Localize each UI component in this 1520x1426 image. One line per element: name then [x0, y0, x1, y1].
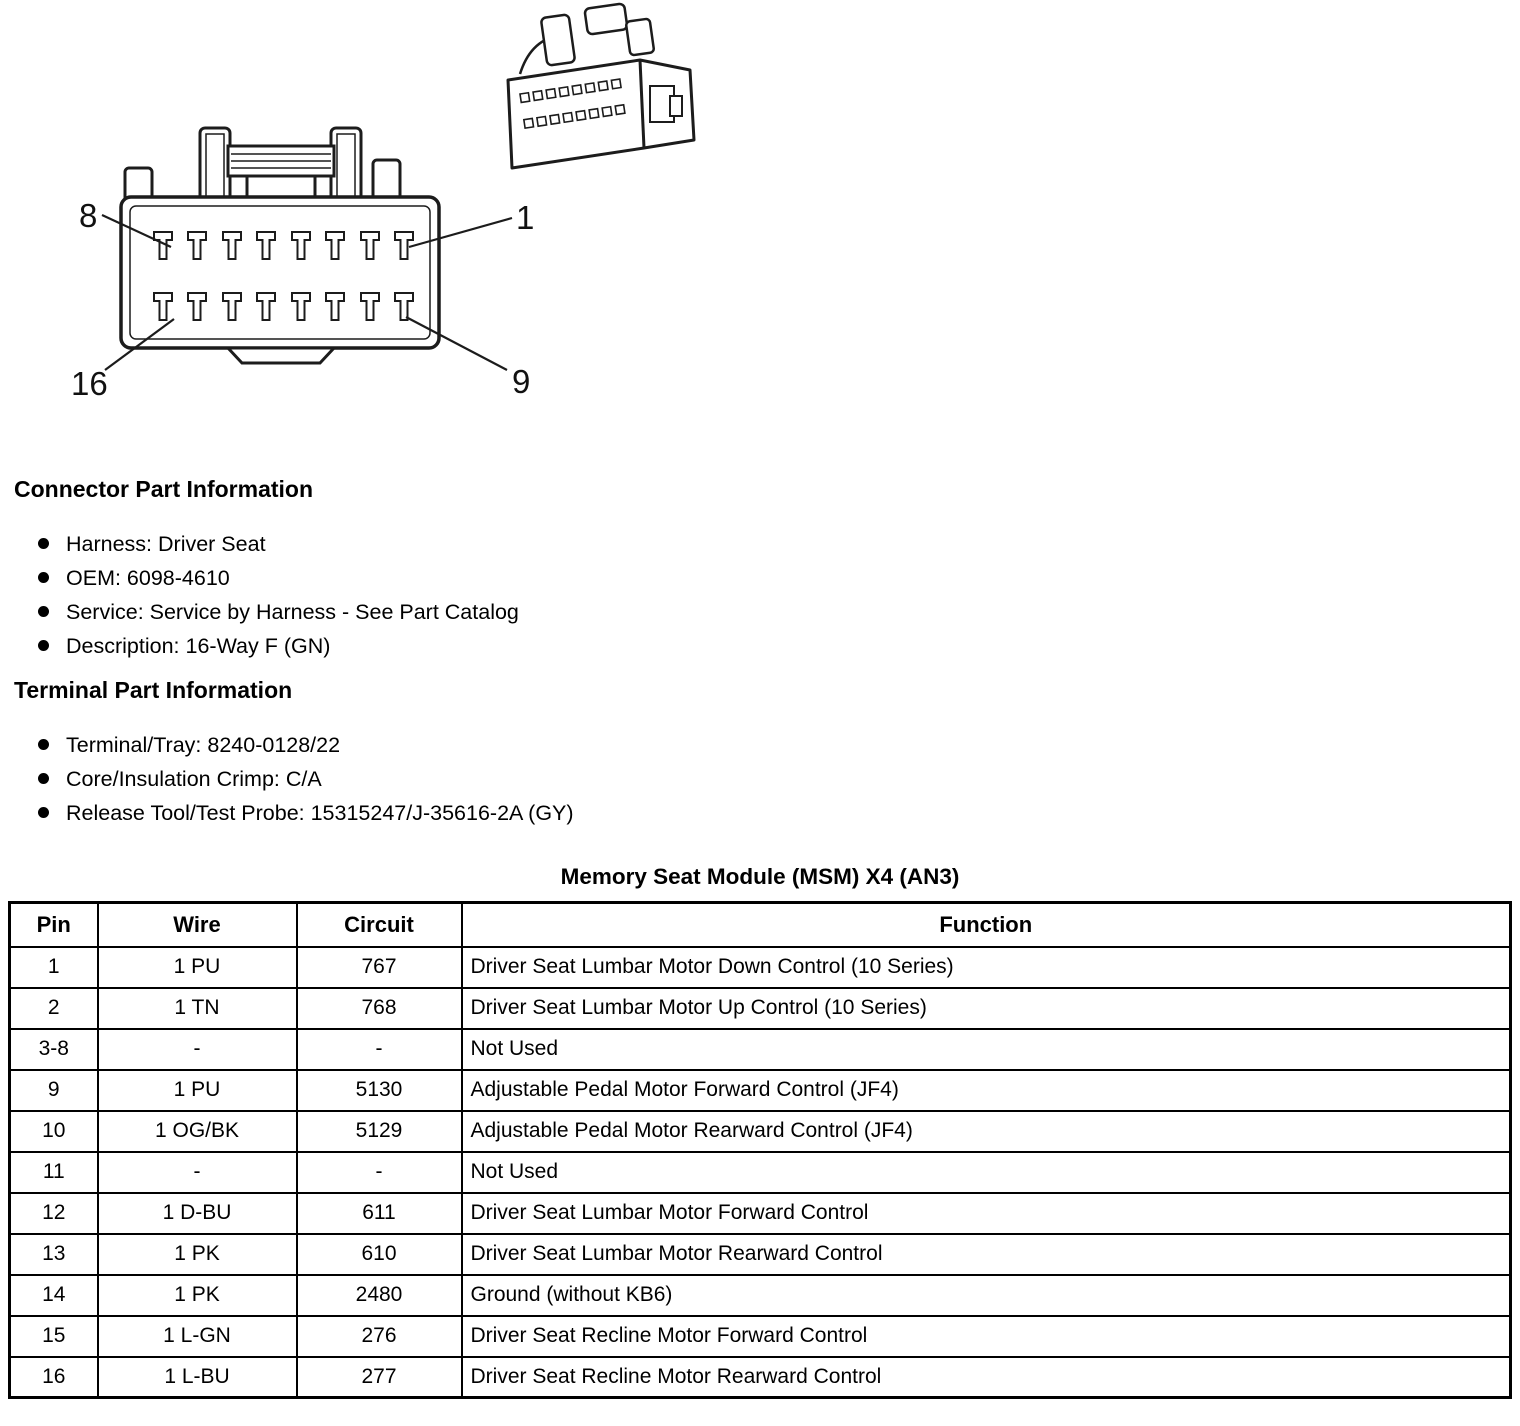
function-cell: Driver Seat Lumbar Motor Up Control (10 Series) — [462, 988, 1511, 1029]
table-row — [10, 1234, 1511, 1275]
circuit-cell: 5130 — [297, 1070, 462, 1111]
function-cell: Driver Seat Lumbar Motor Rearward Control — [462, 1234, 1511, 1275]
pin-label-16: 16 — [71, 365, 108, 402]
connector-3d-view — [508, 3, 694, 168]
circuit-cell: 5129 — [297, 1111, 462, 1152]
circuit-cell: 277 — [297, 1357, 462, 1398]
table-row — [10, 988, 1511, 1029]
connector-part-info-heading: Connector Part Information — [14, 476, 314, 502]
pin-cell: 3-8 — [10, 1029, 98, 1070]
table-row — [10, 1070, 1511, 1111]
wire-cell: 1 D-BU — [98, 1193, 297, 1234]
function-cell: Driver Seat Recline Motor Forward Control — [462, 1316, 1511, 1357]
function-cell: Not Used — [462, 1152, 1511, 1193]
function-cell: Adjustable Pedal Motor Rearward Control (JF4) — [462, 1111, 1511, 1152]
circuit-cell: - — [297, 1029, 462, 1070]
table-row — [10, 1111, 1511, 1152]
pin-cell: 15 — [10, 1316, 98, 1357]
circuit-cell: 2480 — [297, 1275, 462, 1316]
header-function: Function — [462, 903, 1511, 947]
pinout-table-title: Memory Seat Module (MSM) X4 (AN3) — [560, 864, 960, 889]
table-row — [10, 1357, 1511, 1398]
wire-cell: 1 L-BU — [98, 1357, 297, 1398]
pin-label-8: 8 — [79, 197, 98, 234]
pin-cell: 10 — [10, 1111, 98, 1152]
pin-cell: 9 — [10, 1070, 98, 1111]
pin-cell: 12 — [10, 1193, 98, 1234]
pin-cell: 16 — [10, 1357, 98, 1398]
pin-cell: 13 — [10, 1234, 98, 1275]
header-pin: Pin — [10, 903, 98, 947]
table-header-row — [10, 903, 1511, 947]
function-cell: Adjustable Pedal Motor Forward Control (JF4) — [462, 1070, 1511, 1111]
wire-cell: 1 PK — [98, 1234, 297, 1275]
info-list-item: Service: Service by Harness - See Part Catalog — [38, 595, 1520, 629]
circuit-cell: 767 — [297, 947, 462, 988]
wire-cell: 1 PU — [98, 947, 297, 988]
wire-cell: 1 PK — [98, 1275, 297, 1316]
table-row — [10, 947, 1511, 988]
function-cell: Ground (without KB6) — [462, 1275, 1511, 1316]
info-list-item: Harness: Driver Seat — [38, 527, 1520, 561]
function-cell: Not Used — [462, 1029, 1511, 1070]
info-list-item: OEM: 6098-4610 — [38, 561, 1520, 595]
pin-label-1: 1 — [516, 199, 535, 236]
connector-bottom-tab — [228, 348, 334, 363]
wire-cell: 1 OG/BK — [98, 1111, 297, 1152]
connector-info-list — [38, 527, 1520, 663]
wire-cell: 1 TN — [98, 988, 297, 1029]
circuit-cell: 276 — [297, 1316, 462, 1357]
circuit-cell: 611 — [297, 1193, 462, 1234]
terminal-part-info-heading: Terminal Part Information — [14, 677, 293, 703]
terminal-info-list — [38, 728, 1520, 830]
info-list-item: Description: 16-Way F (GN) — [38, 629, 1520, 663]
header-wire: Wire — [98, 903, 297, 947]
info-list-item: Terminal/Tray: 8240-0128/22 — [38, 728, 1520, 762]
function-cell: Driver Seat Lumbar Motor Forward Control — [462, 1193, 1511, 1234]
table-row — [10, 1316, 1511, 1357]
function-cell: Driver Seat Recline Motor Rearward Control — [462, 1357, 1511, 1398]
wire-cell: - — [98, 1152, 297, 1193]
pin-cell: 11 — [10, 1152, 98, 1193]
wire-cell: - — [98, 1029, 297, 1070]
pin-cell: 14 — [10, 1275, 98, 1316]
table-row — [10, 1029, 1511, 1070]
circuit-cell: 610 — [297, 1234, 462, 1275]
pinout-table-body — [10, 947, 1511, 1398]
connector-diagram — [0, 0, 760, 418]
pin-cell: 2 — [10, 988, 98, 1029]
header-circuit: Circuit — [297, 903, 462, 947]
table-row — [10, 1152, 1511, 1193]
connector-front-view — [71, 128, 534, 402]
table-row — [10, 1275, 1511, 1316]
table-row — [10, 1193, 1511, 1234]
function-cell: Driver Seat Lumbar Motor Down Control (10 Series) — [462, 947, 1511, 988]
pinout-table — [8, 901, 1512, 1399]
wire-cell: 1 L-GN — [98, 1316, 297, 1357]
info-list-item: Release Tool/Test Probe: 15315247/J-35616-2A (GY) — [38, 796, 1520, 830]
info-list-item: Core/Insulation Crimp: C/A — [38, 762, 1520, 796]
pin-label-9: 9 — [512, 363, 531, 400]
circuit-cell: 768 — [297, 988, 462, 1029]
circuit-cell: - — [297, 1152, 462, 1193]
pin-cell: 1 — [10, 947, 98, 988]
wire-cell: 1 PU — [98, 1070, 297, 1111]
